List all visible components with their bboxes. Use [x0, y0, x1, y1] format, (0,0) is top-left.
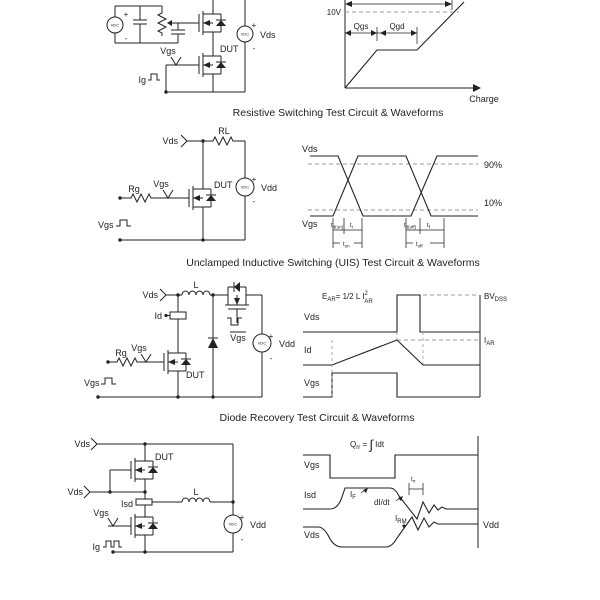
- junction-dot: [211, 293, 214, 296]
- vgs-trace: [303, 373, 480, 397]
- vdd-source-symbol: [253, 332, 295, 363]
- ig-label: Ig: [138, 75, 146, 85]
- gate-charge-section: [107, 0, 499, 104]
- vgs-trace-label: Vgs: [304, 460, 320, 470]
- rg-resistor-symbol: [114, 358, 140, 366]
- x-axis-arrow-icon: [473, 84, 481, 92]
- rg-label: Rg: [115, 348, 127, 358]
- plus-sign: +: [123, 10, 129, 19]
- isd-trace-label: Isd: [304, 490, 317, 500]
- rg-resistor-symbol: [128, 194, 154, 202]
- diode-recovery-test-circuit: [67, 438, 266, 554]
- 90pct-label: 90%: [484, 160, 503, 170]
- vdc-source-symbol: [107, 10, 129, 43]
- junction-dot: [143, 442, 146, 445]
- current-source-mosfet-symbol: [185, 3, 226, 43]
- vds-mid-probe-icon: [84, 486, 90, 498]
- ton-label: $t_{on}$: [343, 242, 350, 249]
- dut-label: DUT: [186, 370, 205, 380]
- vgs-trace: [310, 156, 478, 216]
- junction-dot: [211, 395, 214, 398]
- bvdss-label: $BV_{DSS}$: [484, 292, 508, 303]
- vds-top-probe-icon: [91, 438, 97, 450]
- isd-trace: [303, 488, 478, 519]
- vds-probe-label: Vds: [142, 290, 158, 300]
- uis-section-title: Unclamped Inductive Switching (UIS) Test Circuit & Waveforms: [186, 257, 480, 269]
- trr-label: $t_{rr}$: [411, 477, 416, 484]
- plus-sign: +: [268, 332, 274, 341]
- vds-top-probe-label: Vds: [74, 439, 90, 449]
- vds-trace: [310, 156, 478, 216]
- vds-probe-icon: [181, 135, 187, 147]
- dut-label: DUT: [214, 180, 233, 190]
- avalanche-energy-formula: $E_{AR}= 1/2$ L $I^2$ AR: [322, 291, 373, 305]
- vgs-bar-label: Vgs: [230, 333, 246, 343]
- vdc-source-label: VDC: [257, 340, 267, 346]
- junction-dot: [106, 360, 109, 363]
- minus-sign: -: [269, 354, 273, 363]
- isd-label: Isd: [120, 499, 133, 509]
- pulse-waveform-icon: [148, 74, 160, 80]
- uis-test-circuit: [84, 280, 295, 399]
- vgs-probe-label: Vgs: [153, 179, 169, 189]
- diode-recovery-section-title: Diode Recovery Test Circuit & Waveforms: [219, 412, 415, 424]
- dut-mosfet-symbol: [175, 178, 216, 218]
- toff-label: $t_{off}$: [416, 242, 423, 249]
- if-pointer-arrow-icon: [363, 488, 368, 493]
- rg-label: Rg: [128, 184, 140, 194]
- timing-dashed-lines: [332, 332, 423, 396]
- iar-label: $I_{AR}$: [484, 336, 495, 347]
- rl-label: RL: [218, 126, 230, 136]
- junction-dot: [201, 238, 204, 241]
- isd-current-probe: [121, 499, 152, 509]
- vds-mid-probe-label: Vds: [67, 487, 83, 497]
- resistive-test-circuit: [98, 126, 277, 242]
- id-label: Id: [154, 311, 162, 321]
- junction-dot: [164, 90, 167, 93]
- tr-label: $t_r$: [350, 223, 354, 230]
- resistive-switching-waveform: [302, 144, 502, 249]
- gate-charge-waveform: [327, 0, 499, 104]
- irm-label: $I_{RM}$: [395, 514, 407, 525]
- id-trace-label: Id: [304, 345, 312, 355]
- junction-dot: [118, 196, 121, 199]
- junction-dot: [143, 550, 146, 553]
- total-charge-span: [345, 0, 452, 10]
- vgs-probe-icon: [141, 354, 151, 362]
- junction-dot: [108, 490, 111, 493]
- gate-charge-circuit: [107, 0, 276, 94]
- inductor-label: L: [193, 487, 199, 497]
- junction-dot: [143, 490, 146, 493]
- vgs-trace-label: Vgs: [304, 378, 320, 388]
- vgs-probe-label: Vgs: [93, 508, 109, 518]
- junction-dot: [176, 395, 179, 398]
- rl-resistor-symbol: [210, 137, 236, 145]
- if-label: $I_F$: [350, 490, 356, 501]
- inductor-symbol: [182, 291, 210, 295]
- vds-source-label: Vds: [260, 30, 276, 40]
- dut-label: DUT: [220, 44, 239, 54]
- minus-sign: -: [240, 535, 244, 544]
- vdd-label: Vdd: [250, 520, 267, 530]
- vds-probe-label: Vds: [162, 136, 178, 146]
- vdd-source-symbol: [236, 175, 277, 206]
- potentiometer-wiper-arrow: [167, 20, 172, 26]
- inverted-pulse-waveform-icon: [227, 318, 242, 325]
- inductor-symbol: [182, 498, 210, 502]
- qgs-span: [345, 22, 377, 41]
- id-trace: [303, 340, 480, 365]
- qgd-span: [377, 22, 417, 44]
- vdd-label: Vdd: [279, 339, 296, 349]
- minus-sign: -: [252, 197, 256, 206]
- resistive-section-title: Resistive Switching Test Circuit & Waveforms: [232, 107, 444, 119]
- plus-sign: +: [239, 513, 245, 522]
- vds-bias-source: [237, 0, 276, 92]
- vgs-probe-icon: [163, 190, 173, 198]
- double-pulse-waveform-icon: [103, 541, 122, 547]
- junction-dot: [96, 395, 99, 398]
- diode-recovery-waveform: [303, 436, 499, 548]
- uis-waveform: [303, 291, 507, 397]
- resistive-switching-section: [98, 107, 502, 249]
- qrr-formula: $Q_{rr}$ = ∫ Idt: [350, 437, 385, 452]
- vdd-level-label: Vdd: [483, 520, 500, 530]
- circuit-wires: [98, 291, 262, 397]
- vdd-label: Vdd: [261, 183, 278, 193]
- inductor-label: L: [193, 280, 199, 290]
- minus-sign: -: [252, 44, 256, 53]
- 10v-label: 10V: [326, 8, 341, 17]
- didt-label: dI/dt: [374, 498, 390, 507]
- vds-trace-label: Vds: [304, 312, 320, 322]
- vds-trace-label: Vds: [302, 144, 318, 154]
- td-on-label: $t_{d(on)}$: [331, 223, 344, 230]
- vgs-probe-icon: [171, 57, 181, 65]
- qgd-label: Qgd: [389, 22, 405, 31]
- junction-dot: [118, 238, 121, 241]
- qgs-label: Qgs: [353, 22, 369, 31]
- gate-charge-curve: [345, 2, 464, 88]
- vds-trace-label: Vds: [304, 530, 320, 540]
- junction-dot: [201, 139, 204, 142]
- junction-dot: [111, 550, 114, 553]
- junction-dot: [176, 293, 179, 296]
- driver-mosfet-symbol: [117, 506, 158, 546]
- plus-sign: +: [251, 21, 257, 30]
- pulse-waveform-icon: [116, 220, 131, 226]
- dut-mosfet-symbol: [150, 342, 191, 382]
- vgs-trace: [303, 455, 478, 478]
- pulse-waveform-icon: [101, 378, 116, 384]
- x-axis-label: Charge: [469, 94, 499, 104]
- vdc-source-label: VDC: [110, 22, 120, 28]
- vds-trace: [303, 517, 478, 547]
- vgs-probe-label: Vgs: [131, 343, 147, 353]
- vgs-probe-label: Vgs: [160, 46, 176, 56]
- plus-sign: +: [251, 175, 257, 184]
- dut-label: DUT: [155, 452, 174, 462]
- id-current-probe: [154, 311, 186, 321]
- trr-span: [409, 477, 423, 495]
- diode-recovery-section: [67, 412, 499, 554]
- vdc-source-label: VDC: [240, 184, 250, 190]
- vdd-source-symbol: [224, 513, 266, 544]
- tf-label: $t_f$: [427, 223, 430, 230]
- vdc-source-label: VDC: [240, 31, 250, 37]
- minus-sign: -: [124, 34, 128, 43]
- dut-mosfet-symbol: [117, 450, 158, 490]
- td-off-label: $t_{d(off)}$: [404, 223, 417, 230]
- 10pct-label: 10%: [484, 198, 503, 208]
- vgs-trace-label: Vgs: [302, 219, 318, 229]
- clamp-mosfet-symbol: [217, 282, 257, 323]
- ig-label: Ig: [92, 542, 100, 552]
- clamp-diode-symbol: [208, 338, 218, 348]
- vgs-probe-icon: [108, 518, 118, 526]
- junction-dot: [231, 500, 234, 503]
- vds-probe-icon: [160, 289, 166, 301]
- vdc-source-label: VDC: [228, 521, 238, 527]
- uis-section: [84, 257, 507, 399]
- vgs-drive-label: Vgs: [84, 378, 100, 388]
- vgs-drive-label: Vgs: [98, 220, 114, 230]
